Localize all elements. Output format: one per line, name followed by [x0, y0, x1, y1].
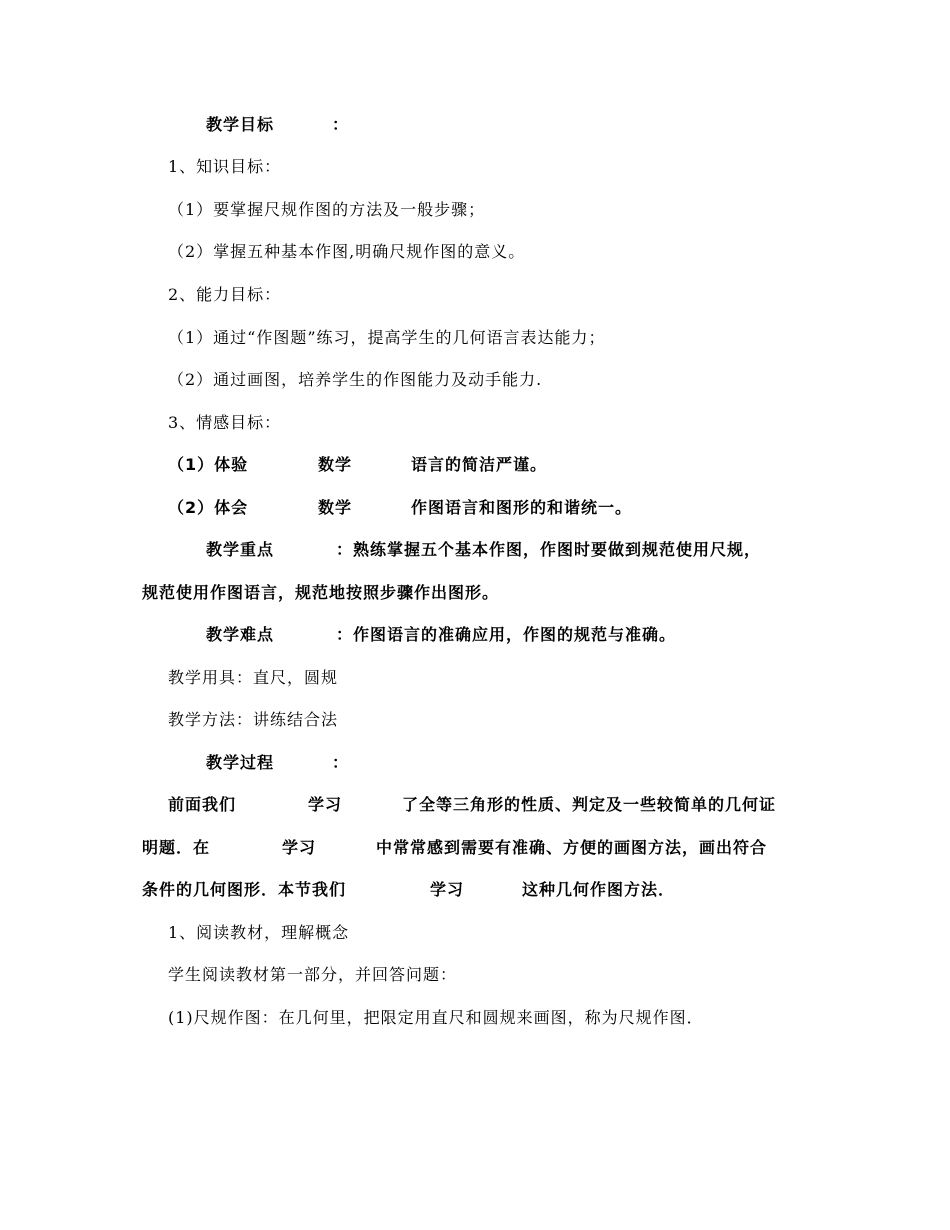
emotion-item-2-part-c: 作图语言和图形的和谐统一。 — [411, 498, 633, 517]
knowledge-objective-title: 1、知识目标： — [168, 157, 282, 176]
emotion-item-2-part-a: （2）体会 — [168, 498, 249, 517]
emotion-item-1-part-a: （1）体验 — [168, 455, 249, 474]
intro-line-3-part-c: 这种几何作图方法． — [522, 880, 676, 899]
intro-line-2-part-c: 中常常感到需要有准确、方便的画图方法，画出符合 — [376, 838, 768, 857]
step-1-title: 1、阅读教材，理解概念 — [168, 923, 350, 942]
difficulty-text: ：作图语言的准确应用，作图的规范与准确。 — [336, 625, 677, 644]
teaching-tools: 教学用具：直尺，圆规 — [168, 668, 339, 687]
knowledge-item-1: （1）要掌握尺规作图的方法及一般步骤； — [168, 200, 486, 219]
emotion-item-1-part-c: 语言的简洁严谨。 — [411, 455, 548, 474]
process-heading-label: 教学过程 — [206, 753, 275, 772]
step-1-prompt: 学生阅读教材第一部分，并回答问题： — [168, 965, 458, 984]
key-point-line-2: 规范使用作图语言，规范地按照步骤作出图形。 — [142, 583, 500, 602]
intro-line-1-part-b: 学习 — [308, 795, 343, 814]
intro-line-2-part-a: 明题．在 — [142, 838, 211, 857]
intro-line-3-part-b: 学习 — [430, 880, 465, 899]
intro-line-3-part-a: 条件的几何图形．本节我们 — [142, 880, 347, 899]
definition-line: (1)尺规作图：在几何里，把限定用直尺和圆规来画图，称为尺规作图． — [168, 1008, 704, 1027]
ability-item-1: （1）通过“作图题”练习，提高学生的几何语言表达能力； — [168, 328, 606, 347]
emotion-item-1-part-b: 数学 — [318, 455, 353, 474]
emotion-item-2-part-b: 数学 — [318, 498, 353, 517]
knowledge-item-2: （2）掌握五种基本作图,明确尺规作图的意义。 — [168, 242, 526, 261]
ability-item-2: （2）通过画图，培养学生的作图能力及动手能力. — [168, 370, 543, 389]
key-point-text: ：熟练掌握五个基本作图，作图时要做到规范使用尺规， — [336, 540, 762, 559]
objectives-heading-label: 教学目标 — [206, 115, 275, 134]
emotion-objective-title: 3、情感目标： — [168, 413, 282, 432]
key-point-label: 教学重点 — [206, 540, 275, 559]
intro-line-2-part-b: 学习 — [282, 838, 317, 857]
intro-line-1-part-a: 前面我们 — [168, 795, 237, 814]
difficulty-label: 教学难点 — [206, 625, 275, 644]
process-heading-colon: ： — [332, 753, 350, 772]
teaching-method: 教学方法：讲练结合法 — [168, 710, 339, 729]
ability-objective-title: 2、能力目标： — [168, 285, 282, 304]
intro-line-1-part-c: 了全等三角形的性质、判定及一些较简单的几何证 — [402, 795, 777, 814]
objectives-heading-colon: ： — [332, 115, 350, 134]
